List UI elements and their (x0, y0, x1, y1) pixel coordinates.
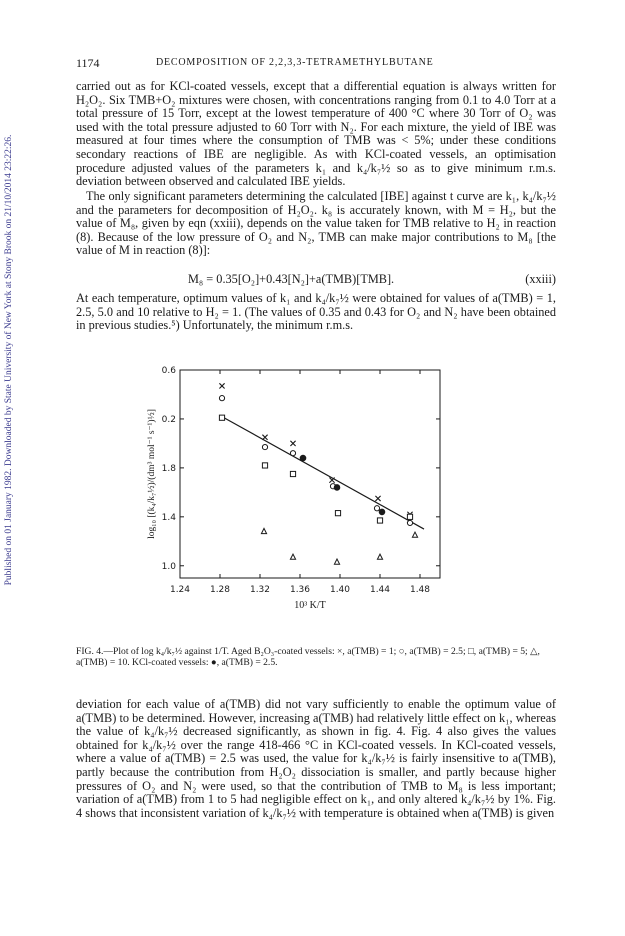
point-circle (407, 520, 412, 525)
x-tick-label: 1.28 (209, 585, 231, 595)
running-header (76, 56, 554, 72)
point-cross (219, 383, 224, 388)
equation-xxiii (76, 272, 556, 288)
y-tick-label: 1.4 (161, 512, 176, 523)
point-cross (262, 435, 267, 440)
point-square (290, 471, 295, 476)
download-notice-text: Published on 01 January 1982. Downloaded by State University of New York at Stony Brook on 21/10/2014 23:22:26. (4, 134, 14, 586)
plot-frame (180, 370, 440, 578)
point-filled-circle (300, 455, 306, 461)
y-tick-label: 0.6 (161, 366, 176, 376)
x-tick-label: 1.32 (249, 585, 271, 595)
y-tick-label: 1.0 (161, 561, 176, 572)
point-square (262, 463, 267, 468)
y-tick-label: 1.8 (161, 463, 176, 474)
x-tick-label: 1.44 (369, 585, 391, 595)
y-axis-label: log₁₀ [(k₄/k₇½)/(dm³ mol⁻¹ s⁻¹)½] (147, 409, 157, 539)
point-triangle (334, 559, 339, 564)
fit-line (224, 418, 424, 529)
paragraph-4: deviation for each value of a(TMB) did not vary sufficiently to enable the optimum value of a(TMB) to be determined. However, increasing a(TMB) had relatively little effect on k₁, whereas the value of k₄/k₇½ decreased significantly, as shown in fig. 4. Fig. 4 also gives the values obtained for k₄/k₇½ over the range 418-466 °C in KCl-coated vessels. In KCl-coated vessels, where a value of a(TMB) = 2.5 was used, the value for k₄/k₇½ is fairly insensitive to a(TMB), partly because the contribution from H₂O₂ dissociation is smaller, and partly because higher pressures of O₂ and N₂ were used, so that the contribution of TMB to M₈ is less important; variation of a(TMB) from 1 to 5 had negligible effect on k₁, and only altered k₄/k₇½ by 1%. Fig. 4 shows that inconsistent variation of k₄/k₇½ with temperature is obtained when a(TMB) is given (76, 697, 556, 820)
point-cross (375, 496, 380, 501)
point-triangle (290, 554, 295, 559)
point-square (219, 415, 224, 420)
scatter-plot (140, 360, 480, 630)
paragraph-2: The only significant parameters determining the calculated [IBE] against t curve are k₁, k₄/k₇½ and the parameters for decomposition of H₂O₂. k₈ is accurately known, with M = H₂, but the value of M₈, given by eqn (xxiii), depends on the value taken for TMB relative to H₂ in reaction (8). Because of the low pressure of O₂ and N₂, TMB can make major contributions to M₈ [the value of M in reaction (8)]: (76, 189, 556, 258)
point-triangle (261, 528, 266, 533)
point-cross (290, 441, 295, 446)
equation-text: M₈ = 0.35[O₂]+0.43[N₂]+a(TMB)[TMB]. (188, 272, 395, 286)
figure-4 (140, 360, 480, 630)
point-filled-circle (379, 509, 385, 515)
x-axis-label: 10³ K/T (294, 600, 326, 611)
y-tick-label: 0.2 (161, 414, 176, 425)
point-triangle (412, 532, 417, 537)
point-square (335, 511, 340, 516)
paragraph-3: At each temperature, optimum values of k₁ and k₄/k₇½ were obtained for values of a(TMB) = 1, 2.5, 5.0 and 10 relative to H₂ = 1. (The values of 0.35 and 0.43 for O₂ and N₂ have been obtained in previous studies.⁵) Unfortunately, the minimum r.m.s. (76, 291, 556, 333)
x-tick-label: 1.36 (289, 585, 311, 595)
point-circle (262, 444, 267, 449)
x-tick-label: 1.48 (409, 585, 431, 595)
running-title: DECOMPOSITION OF 2,2,3,3-TETRAMETHYLBUTANE (156, 57, 434, 68)
point-circle (374, 506, 379, 511)
equation-number: (xxiii) (525, 272, 556, 286)
paragraph-1: carried out as for KCl-coated vessels, except that a differential equation is always written for H₂O₂. Six TMB+O₂ mixtures were chosen, with concentrations ranging from 0.1 to 4.0 Torr at a total pressure of 15 Torr, except at the lowest temperature of 400 °C where 30 Torr of O₂ was used with the total pressure adjusted to 60 Torr with N₂. For each mixture, the yield of IBE was measured at four times where the consumption of TMB was < 5%; under these conditions secondary reactions of IBE are negligible. As with KCl-coated vessels, an optimisation procedure adjusted values of the parameters k₁ and k₄/k₇½ so as to give minimum r.m.s. deviation between observed and calculated IBE yields. (76, 79, 556, 189)
point-triangle (377, 554, 382, 559)
page-number: 1174 (76, 56, 100, 70)
download-notice (2, 40, 16, 680)
point-circle (219, 396, 224, 401)
figure-caption: FIG. 4.—Plot of log k₄/k₇½ against 1/T. Aged B₂O₃-coated vessels: ×, a(TMB) = 1; ○, a(TMB) = 2.5; □, a(TMB) = 5; △, a(TMB) = 10. KCl-coated vessels: ●, a(TMB) = 2.5. (76, 645, 540, 669)
point-filled-circle (334, 485, 340, 491)
point-square (377, 518, 382, 523)
point-square (407, 514, 412, 519)
point-circle (290, 451, 295, 456)
x-tick-label: 1.24 (169, 585, 191, 595)
x-tick-label: 1.40 (329, 585, 351, 595)
